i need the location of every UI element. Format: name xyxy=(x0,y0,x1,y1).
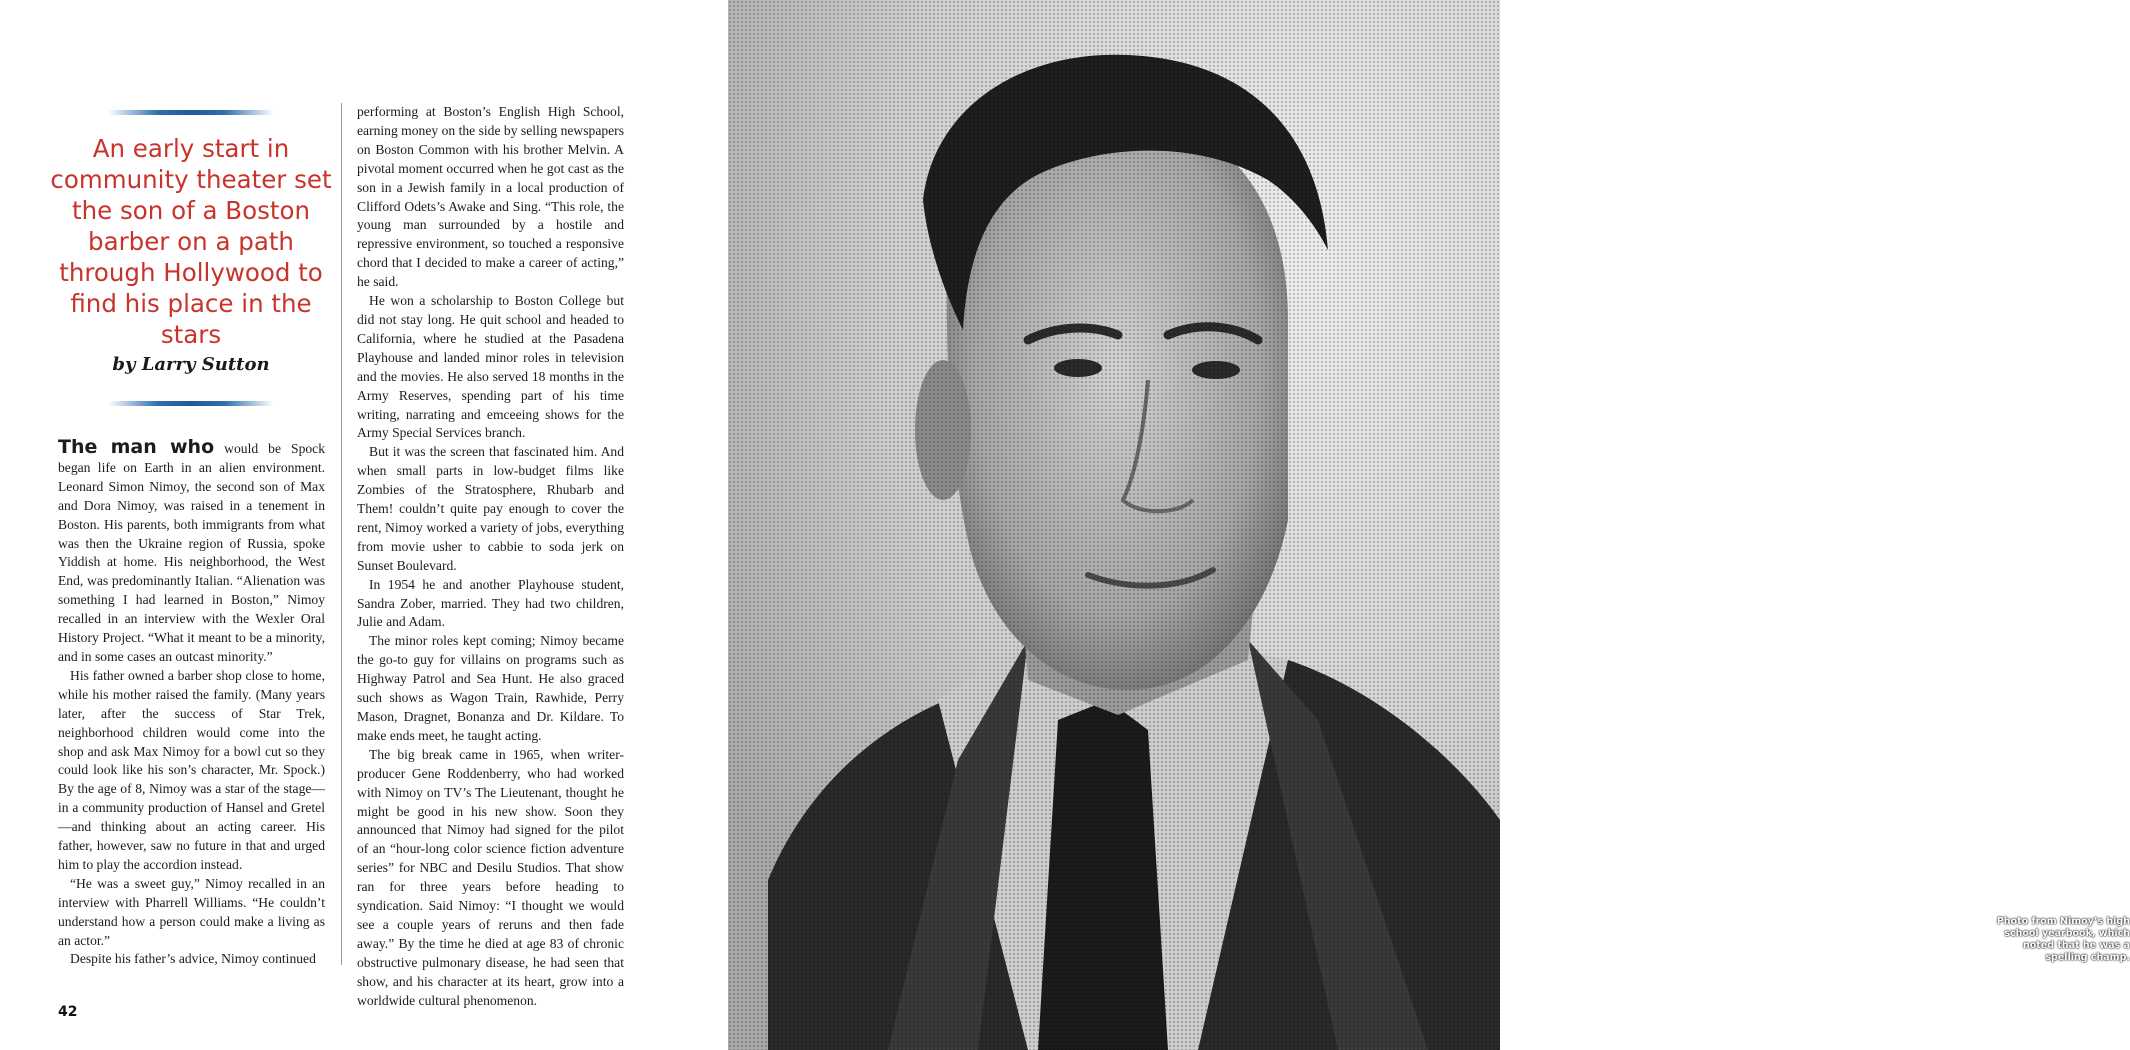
body-paragraph: But it was the screen that fascinated him. And when small parts in low-budget films like Zombies of the Stratosphere, Rhubarb and Them! couldn’t quite pay enough to cover the rent, Nimoy worked a variety of jobs, everything from movie usher to cabbie to soda jerk on Sunset Boulevard. xyxy=(357,444,624,573)
halftone-texture xyxy=(728,0,1500,1050)
body-paragraph: “He was a sweet guy,” Nimoy recalled in an interview with Pharrell Williams. “He couldn’t understand how a person could make a living as an actor.” xyxy=(58,875,325,948)
column-divider xyxy=(341,103,342,965)
article-headline: An early start in community theater set the son of a Boston barber on a path through Hollywood to find his place in the stars xyxy=(50,134,332,349)
portrait-illustration xyxy=(728,0,1500,1050)
body-paragraph: His father owned a barber shop close to home, while his mother raised the family. (Many years later, after the success of Star Trek, neighborhood children would come into the shop and ask Max Nimoy for a bowl cut so they could look like his son’s character, Mr. Spock.) By the age of 8, Nimoy was a star of the stage—in a community production of Hansel and Gretel—and thinking about an acting career. His father, however, saw no future in that and urged him to play the accordion instead. xyxy=(58,667,325,872)
author-byline: by Larry Sutton xyxy=(112,354,270,375)
body-paragraph: Despite his father’s advice, Nimoy continued xyxy=(70,951,316,967)
yearbook-portrait-photo xyxy=(728,0,2130,1050)
body-paragraph: He won a scholarship to Boston College but did not stay long. He quit school and headed to California, where he studied at the Pasadena Playhouse and landed minor roles in television and the movies. He also served 18 months in the Army Reserves, spending part of his time writing, narrating and emceeing shows for the Army Special Services branch. xyxy=(357,293,624,441)
body-column-2 xyxy=(357,103,624,1011)
body-paragraph: The minor roles kept coming; Nimoy became the go-to guy for villains on programs such as Highway Patrol and Sea Hunt. He also graced such shows as Wagon Train, Rawhide, Perry Mason, Dragnet, Bonanza and Dr. Kildare. To make ends meet, he taught acting. xyxy=(357,633,624,743)
page-number: 42 xyxy=(58,1004,78,1020)
top-decorative-rule xyxy=(108,110,274,115)
bottom-decorative-rule xyxy=(108,401,274,406)
photo-caption: Photo from Nimoy’s high school yearbook, which noted that he was a spelling champ. xyxy=(1996,916,2130,963)
article-page xyxy=(0,0,728,1050)
body-paragraph: The big break came in 1965, when writer-producer Gene Roddenberry, who had worked with Nimoy on TV’s The Lieutenant, thought he might be good in his new show. Soon they announced that Nimoy had signed for the pilot of an “hour-long color science fiction adventure series” for NBC and Desilu Studios. That show ran for three years before heading to syndication. Said Nimoy: “I thought we would see a couple years of reruns and then fade away.” By the time he died at age 83 of chronic obstructive pulmonary disease, he had seen that show, and his character at its heart, grow into a worldwide cultural phenomenon. xyxy=(357,746,624,1008)
body-paragraph xyxy=(58,438,325,667)
body-column-1 xyxy=(58,438,325,969)
lead-in-text: The man who xyxy=(58,436,215,458)
body-paragraph: In 1954 he and another Playhouse student, Sandra Zober, married. They had two children, Julie and Adam. xyxy=(357,576,624,630)
paragraph-text: would be Spock began life on Earth in an alien environment. Leonard Simon Nimoy, the second son of Max and Dora Nimoy, was raised in a tenement in Boston. His parents, both immigrants from what was then the Ukraine region of Russia, spoke Yiddish at home. His neighborhood, the West End, was predominantly Italian. “Alienation was something I had learned in Boston,” Nimoy recalled in an interview with the Wexler Oral History Project. “What it meant to be a minority, and in some cases an outcast minority.” xyxy=(58,441,325,664)
body-paragraph: performing at Boston’s English High School, earning money on the side by selling newspapers on Boston Common with his brother Melvin. A pivotal moment occurred when he got cast as the son in a Jewish family in a local production of Clifford Odets’s Awake and Sing. “This role, the young man surrounded by a hostile and repressive environment, so touched a responsive chord that I decided to make a career of acting,” he said. xyxy=(357,104,624,290)
